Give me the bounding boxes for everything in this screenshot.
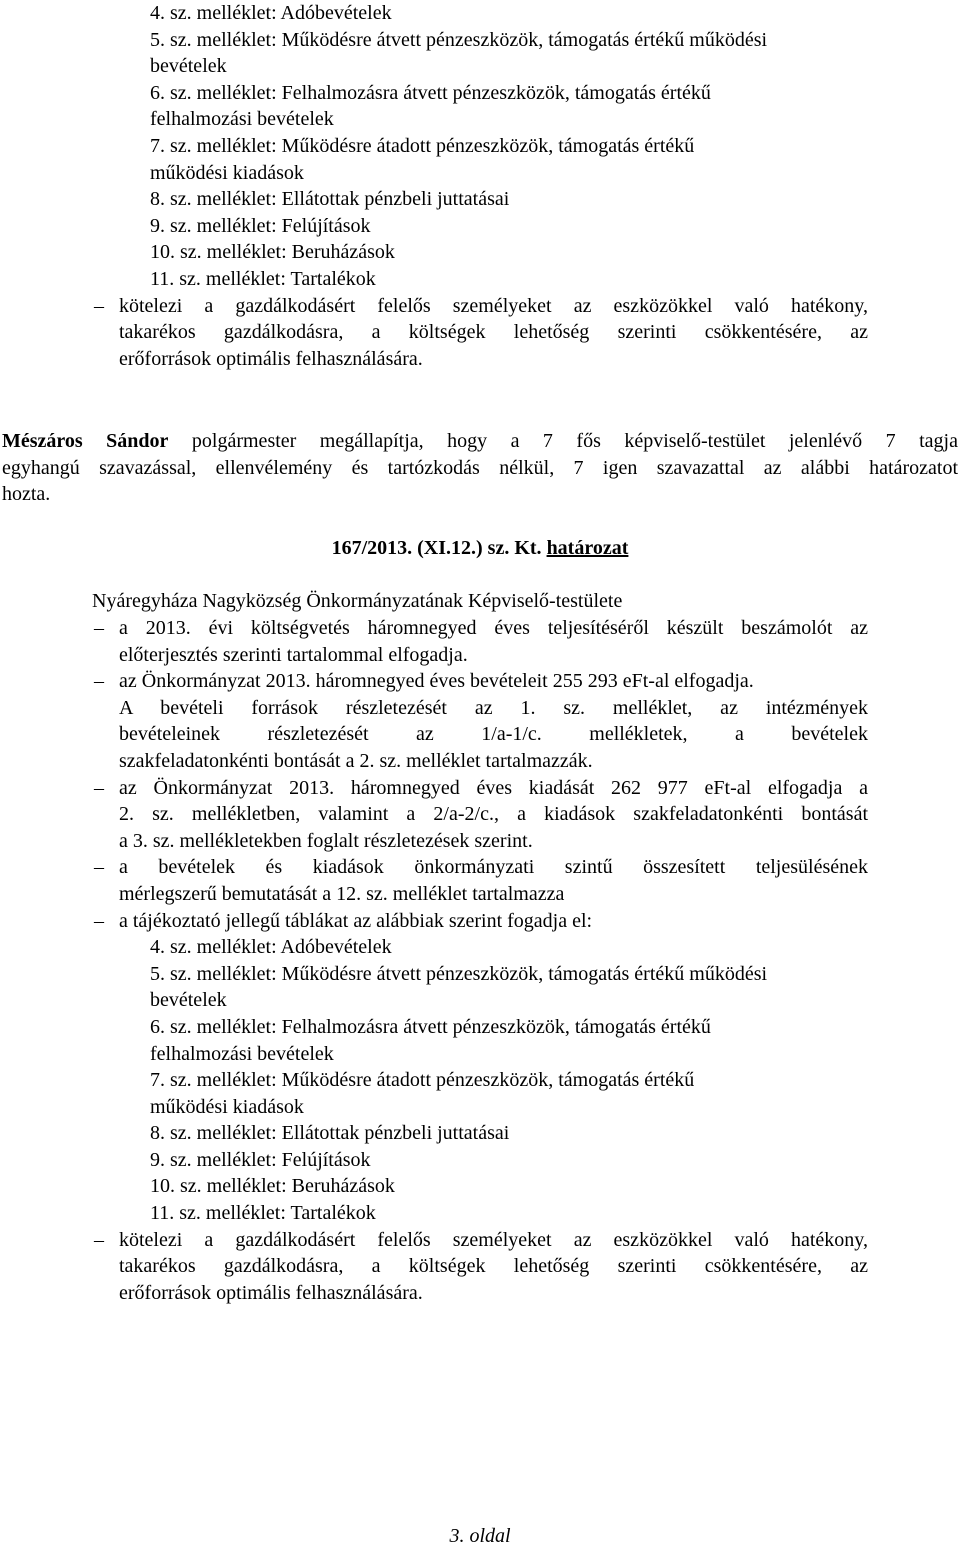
annex-line: 8. sz. melléklet: Ellátottak pénzbeli juttatásai (150, 1122, 510, 1145)
vote-line-1-rest: polgármester megállapítja, hogy a 7 fős képviselő-testület jelenlévő 7 tagja (168, 430, 958, 452)
dash-bullet: – (94, 776, 104, 799)
annex-line: 4. sz. melléklet: Adóbevételek (150, 2, 392, 24)
resolution-point (0, 908, 960, 935)
annex-line: 8. sz. melléklet: Ellátottak pénzbeli juttatásai (150, 188, 510, 211)
dash-bullet: – (94, 294, 104, 317)
resolution-annex-list (0, 934, 960, 1227)
annex-line: felhalmozási bevételek (150, 1042, 334, 1065)
annex-line: bevételek (150, 55, 227, 78)
obligation-line: takarékos gazdálkodásra, a költségek lehetőség szerinti csökkentésére, az (119, 1255, 868, 1278)
obligation-line: erőforrások optimális felhasználására. (119, 1281, 423, 1304)
resolution-body-intro: Nyáregyháza Nagyközség Önkormányzatának Képviselő-testülete (92, 590, 623, 612)
obligation-line: kötelezi a gazdálkodásért felelős személyeket az eszközökkel való hatékony, (119, 1228, 868, 1251)
annex-line: 6. sz. melléklet: Felhalmozásra átvett pénzeszközök, támogatás értékű (150, 81, 711, 104)
point-line: a tájékoztató jellegű táblákat az alábbiak szerint fogadja el: (119, 909, 593, 932)
annex-line: 7. sz. melléklet: Működésre átadott pénzeszközök, támogatás értékű (150, 134, 695, 157)
annex-line: bevételek (150, 989, 227, 1012)
annex-line: 11. sz. melléklet: Tartalékok (150, 267, 376, 290)
point-line: a bevételek és kiadások önkormányzati szintű összesített teljesülésének (119, 856, 868, 879)
resolution-point (0, 615, 960, 668)
vote-line-1 (2, 428, 958, 455)
resolution-points (0, 615, 960, 1306)
mayor-name: Mészáros Sándor (2, 430, 169, 452)
resolution-heading (0, 535, 960, 562)
annex-line: 9. sz. melléklet: Felújítások (150, 1148, 371, 1171)
top-annex-list (0, 0, 960, 372)
annex-line: 10. sz. melléklet: Beruházások (150, 241, 395, 264)
page-number: 3. oldal (449, 1525, 511, 1547)
dash-bullet: – (94, 856, 104, 879)
point-line: bevételeinek részletezését az 1/a-1/c. mellékletek, a bevételek (119, 723, 868, 746)
annex-line: felhalmozási bevételek (150, 108, 334, 131)
point-line: a 3. sz. mellékletekben foglalt részletezések szerint. (119, 829, 533, 852)
obligation-item (0, 1227, 960, 1307)
resolution-number: 167/2013. (XI.12.) sz. Kt. (331, 537, 542, 559)
annex-line: 5. sz. melléklet: Működésre átvett pénzeszközök, támogatás értékű működési (150, 962, 768, 985)
obligation-line: erőforrások optimális felhasználására. (119, 347, 423, 370)
annex-line: 11. sz. melléklet: Tartalékok (150, 1202, 376, 1225)
annex-line: 7. sz. melléklet: Működésre átadott pénzeszközök, támogatás értékű (150, 1069, 695, 1092)
dash-bullet: – (94, 670, 104, 693)
annex-line: működési kiadások (150, 1095, 304, 1118)
annex-line: 5. sz. melléklet: Működésre átvett pénzeszközök, támogatás értékű működési (150, 28, 768, 51)
dash-bullet: – (94, 1228, 104, 1251)
point-line: 2. sz. mellékletben, valamint a 2/a-2/c., a kiadások szakfeladatonkénti bontását (119, 803, 868, 826)
point-line: előterjesztés szerinti tartalommal elfogadja. (119, 643, 468, 666)
obligation-item (0, 293, 960, 373)
point-line: az Önkormányzat 2013. háromnegyed éves kiadását 262 977 eFt-al elfogadja a (119, 776, 868, 799)
annex-line: 10. sz. melléklet: Beruházások (150, 1175, 395, 1198)
resolution-point (0, 854, 960, 907)
point-line: mérlegszerű bemutatását a 12. sz. melléklet tartalmazza (119, 882, 565, 905)
resolution-word: határozat (546, 537, 629, 559)
annex-line: 6. sz. melléklet: Felhalmozásra átvett pénzeszközök, támogatás értékű (150, 1015, 711, 1038)
vote-paragraph (2, 428, 958, 508)
annex-line: működési kiadások (150, 161, 304, 184)
vote-line-2: egyhangú szavazással, ellenvélemény és tartózkodás nélkül, 7 igen szavazattal az alábbi határozatot (2, 456, 958, 479)
point-line: az Önkormányzat 2013. háromnegyed éves bevételeit 255 293 eFt-al elfogadja. (119, 670, 754, 693)
resolution-point (0, 775, 960, 855)
annex-line: 9. sz. melléklet: Felújítások (150, 214, 371, 237)
vote-line-3: hozta. (2, 483, 51, 506)
point-line: a 2013. évi költségvetés háromnegyed éves teljesítéséről készült beszámolót az (119, 617, 868, 639)
dash-bullet: – (94, 909, 104, 932)
resolution-point (0, 668, 960, 774)
obligation-line: takarékos gazdálkodásra, a költségek lehetőség szerinti csökkentésére, az (119, 321, 868, 344)
point-line: A bevételi források részletezését az 1. sz. melléklet, az intézmények (119, 696, 868, 719)
point-line: szakfeladatonkénti bontását a 2. sz. melléklet tartalmazzák. (119, 749, 593, 772)
annex-line: 4. sz. melléklet: Adóbevételek (150, 936, 392, 959)
obligation-line: kötelezi a gazdálkodásért felelős személyeket az eszközökkel való hatékony, (119, 294, 868, 317)
dash-bullet: – (94, 617, 104, 639)
